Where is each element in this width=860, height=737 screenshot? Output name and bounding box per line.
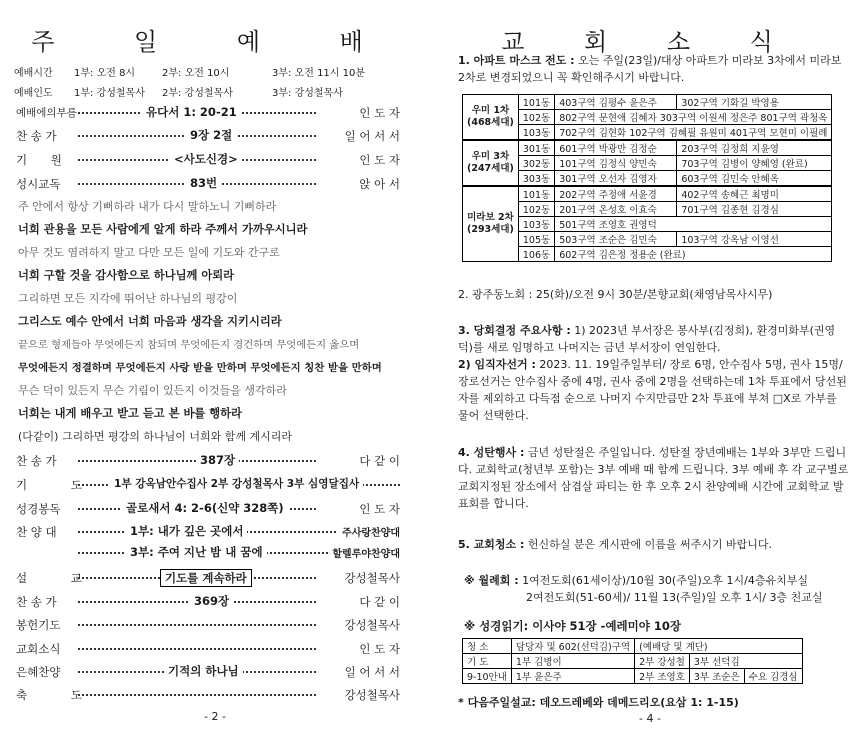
assign-cell: 703구역 김병이 양혜영 (완료) (677, 156, 832, 171)
notice-2: 2. 광주동노회 : 25(화)/오전 9시 30분/본향교회(채영남목사시무) (458, 288, 773, 301)
table-row (463, 95, 832, 110)
table-row (463, 654, 803, 669)
assign-cell: 501구역 조영호 권영덕 (555, 217, 832, 232)
table-row (463, 639, 803, 654)
page-number: - 2 - (204, 710, 226, 723)
row-who: 다 같 이 (355, 594, 400, 610)
table-row (463, 247, 832, 262)
assign-cell: 103구역 강옥남 이영선 (677, 232, 832, 247)
order-row (14, 687, 400, 705)
table-row (463, 125, 832, 141)
order-row (14, 128, 400, 146)
assign-cell: 802구역 문현애 김혜자 303구역 이원세 정은주 801구역 곽청옥 (555, 110, 832, 125)
dong-cell: 302동 (518, 156, 554, 171)
group-count: (468세대) (467, 117, 514, 128)
row-who: 인 도 자 (355, 105, 400, 121)
verse-line: 무엇에든지 정결하며 무엇에든지 사랑 받을 만하며 무엇에든지 칭찬 받을 만하며 (18, 362, 382, 374)
row-value: 골로새서 4: 2-6(신약 328쪽) (122, 500, 288, 516)
time-3: 3부: 오전 11시 10분 (272, 68, 366, 79)
assign-cell: 603구역 김민숙 안혜옥 (677, 171, 832, 187)
duty-cell: 3부 선덕김 (689, 654, 802, 669)
row-who: 일 어 서 서 (341, 664, 400, 680)
order-row (14, 664, 400, 682)
row-value: <사도신경> (170, 151, 242, 167)
assign-cell: 503구역 조순은 김민숙 (555, 232, 677, 247)
notice-3a (458, 322, 850, 356)
row-who: 일 어 서 서 (341, 128, 400, 144)
verse-line: 그리하면 모든 지각에 뛰어난 하나님의 평강이 (18, 292, 238, 305)
duty-cell: (예배당 및 계단) (635, 639, 802, 654)
notice-3a-title: 3. 당회결정 주요사항 : (458, 324, 571, 337)
duty-label: 기 도 (463, 654, 512, 669)
row-value: 83번 (186, 175, 221, 191)
row-value: 9장 2절 (186, 127, 236, 143)
row-who: 강성철목사 (340, 687, 400, 703)
mask-evangelism-table (462, 94, 832, 262)
notice-1-text: 오는 주일(23일)/대상 아파트가 미라보 3차에서 미라보 2차로 변경되었으니 꼭 확인해주시기 바랍니다. (458, 54, 842, 84)
notice-4-text: 금년 성탄절은 주일입니다. 성탄절 장년예배는 1부와 3부만 드립니다. 교회학교(청년부 포함)는 3부 예배 때 함께 드립니다. 3부 예배 후 각 교구별로 교회지정된 장소에서 삼겹살 파티는 한 후 오후 2시 찬양예배 시간에 교회학교 발표회를 합니다. (458, 446, 849, 510)
assign-cell: 601구역 박광만 김정순 (555, 140, 677, 156)
row-who: 강성철목사 (340, 570, 400, 586)
assign-cell: 602구역 김은정 정용순 (완료) (555, 247, 832, 262)
monthly-meeting-line: 2여전도회(51-60세)/ 11월 13(주일)일 오후 1시/ 3층 친교실 (526, 591, 823, 604)
assign-cell: 101구역 김정식 양민숙 (555, 156, 677, 171)
news-title: 교 회 소 식 (501, 28, 799, 56)
verse-line: 너희 구할 것을 감사함으로 하나님께 아뢰라 (18, 269, 235, 282)
notice-5-text: 헌신하실 분은 게시판에 이름을 써주시기 바랍니다. (527, 538, 773, 551)
row-label: 성경봉독 (16, 502, 61, 516)
group-name: 우미 3차 (471, 151, 510, 162)
group-count: (247세대) (467, 163, 514, 174)
assign-cell: 201구역 온성호 이효숙 (555, 202, 677, 217)
bible-reading: ※ 성경읽기: 이사야 51장 -예레미야 10장 (464, 619, 681, 633)
notice-4-title: 4. 성탄행사 : (458, 446, 525, 459)
dong-cell: 103동 (518, 125, 554, 141)
monthly-meeting-line: 1여전도회(61세이상)/10월 30(주일)오후 1시/4층유치부실 (522, 574, 808, 587)
order-row (14, 545, 400, 563)
order-row (14, 524, 400, 542)
table-row (463, 140, 832, 156)
row-who: 주사랑찬양대 (338, 524, 400, 539)
row-label: 봉헌기도 (16, 618, 61, 632)
assign-cell: 301구역 오선자 김영자 (555, 171, 677, 187)
row-value: 기적의 하나님 (164, 663, 243, 679)
worship-title: 주 일 예 배 (31, 28, 399, 56)
table-row (463, 156, 832, 171)
order-row (14, 570, 400, 588)
row-value: 1부 강옥남안수집사 2부 강성철목사 3부 심영달집사 (110, 476, 363, 491)
row-who: 강성철목사 (340, 617, 400, 633)
notice-3a-text: 1) 2023년 부서장은 봉사부(김정희), 환경미화부(권영덕)를 새로 임명하고 나머지는 금년 부서장이 연임한다. (458, 324, 836, 354)
time-1: 1부: 오전 8시 (74, 68, 136, 79)
row-value: 기도를 계속하라 (160, 569, 252, 587)
duty-cell: 3부 조순은 (689, 669, 744, 684)
order-row (14, 105, 400, 123)
row-who: 다 같 이 (355, 453, 400, 469)
table-row (463, 232, 832, 247)
dong-cell: 102동 (518, 202, 554, 217)
table-row (463, 669, 803, 684)
row-label: 교회소식 (16, 642, 61, 656)
row-who: 인 도 자 (355, 152, 400, 168)
monthly-meeting-title: ※ 월례회 : (464, 574, 519, 587)
leaders-label: 예배인도 (14, 88, 53, 99)
times-label: 예배시간 (14, 68, 53, 79)
row-value: 3부: 주여 지난 밤 내 꿈에 (126, 544, 267, 560)
row-who: 인 도 자 (355, 501, 400, 517)
order-row (14, 453, 400, 471)
row-label: 찬 송 가 (16, 129, 57, 143)
dong-cell: 101동 (518, 95, 554, 110)
row-who: 앉 아 서 (355, 176, 400, 192)
leader-3: 3부: 강성철목사 (272, 88, 343, 99)
row-label: 축 도 (16, 688, 102, 702)
table-row (463, 202, 832, 217)
dong-cell: 106동 (518, 247, 554, 262)
notice-5-title: 5. 교회청소 : (458, 538, 525, 551)
leader-2: 2부: 강성철목사 (162, 88, 233, 99)
notice-1-title: 1. 아파트 마스크 전도 : (458, 54, 575, 67)
leader-1: 1부: 강성철목사 (74, 88, 145, 99)
next-sermon: * 다음주일설교: 데오드레베와 데메드리오(요삼 1: 1-15) (458, 696, 739, 709)
row-value: 유다서 1: 20-21 (142, 104, 241, 120)
table-row (463, 171, 832, 187)
order-row (14, 501, 400, 519)
notice-3b (458, 356, 850, 424)
row-label: 기 원 (16, 153, 72, 167)
verse-line: 끝으로 형제들아 무엇에든지 참되며 무엇에든지 경건하며 무엇에든지 옳으며 (18, 339, 360, 351)
order-row (14, 176, 400, 194)
duty-cell: 1부 윤은주 (511, 669, 634, 684)
order-row (14, 641, 400, 659)
table-row (463, 217, 832, 232)
dong-cell: 301동 (518, 140, 554, 156)
dong-cell: 303동 (518, 171, 554, 187)
duty-cell: 1부 김병이 (511, 654, 634, 669)
order-row (14, 594, 400, 612)
duty-label: 9-10안내 (463, 669, 512, 684)
monthly-meeting (464, 572, 856, 606)
duty-cell: 수요 김경심 (744, 669, 802, 684)
table-row (463, 110, 832, 125)
row-who: 인 도 자 (355, 641, 400, 657)
row-value: 369장 (190, 593, 233, 609)
assign-cell: 702구역 김현화 102구역 김혜필 유원미 401구역 모현미 이필례 (555, 125, 832, 141)
duty-table (462, 638, 803, 684)
verse-line: 그리스도 예수 안에서 너희 마음과 생각을 지키시리라 (18, 315, 282, 328)
row-value: 387장 (196, 452, 239, 468)
duty-cell: 2부 조영호 (635, 669, 690, 684)
row-label: 기 도 (16, 478, 102, 492)
notice-5 (458, 536, 850, 553)
row-label: 찬 송 가 (16, 595, 57, 609)
verse-line: (다같이) 그리하면 평강의 하나님이 너희와 함께 계시리라 (18, 430, 292, 443)
row-label: 은혜찬양 (16, 665, 61, 679)
notice-3b-text: 2023. 11. 19일주일부터/ 장로 6명, 안수집사 5명, 권사 15명/장로선거는 안수집사 중에 4명, 권사 중에 2명을 선택하는데 1차 투표에서 당선된 자를 제외하고 다득점 순으로 나머지 수지만큼만 2차 투표에 부쳐 □X로 가부를 물어 선택한다. (458, 358, 847, 422)
dong-cell: 105동 (518, 232, 554, 247)
right-page (440, 0, 860, 737)
verse-line: 아무 것도 염려하지 말고 다만 모든 일에 기도와 간구로 (18, 246, 280, 259)
row-label: 성시교독 (16, 177, 61, 191)
notice-1 (458, 52, 850, 86)
order-row (14, 477, 400, 495)
row-value: 1부: 내가 깊은 곳에서 (126, 523, 247, 539)
page-number: - 4 - (639, 712, 661, 725)
group-name: 우미 1차 (471, 105, 510, 116)
dong-cell: 103동 (518, 217, 554, 232)
assign-cell: 402구역 송혜근 최명미 (677, 186, 832, 202)
assign-cell: 203구역 김정희 지윤영 (677, 140, 832, 156)
duty-label: 청 소 (463, 639, 512, 654)
assign-cell: 202구역 주정애 서윤경 (555, 186, 677, 202)
row-label: 설 교 (16, 571, 102, 585)
assign-cell: 403구역 김평수 윤은주 (555, 95, 677, 110)
order-row (14, 617, 400, 635)
duty-cell: 담당자 및 602(선덕김)구역 (511, 639, 634, 654)
row-label: 예배에의부름 (16, 107, 77, 119)
dong-cell: 101동 (518, 186, 554, 202)
notice-3b-title: 2) 임직자선거 : (458, 358, 536, 371)
time-2: 2부: 오전 10시 (162, 68, 230, 79)
verse-line: 너희 관용을 모든 사람에게 알게 하라 주께서 가까우시니라 (18, 223, 308, 236)
group-count: (293세대) (467, 224, 514, 235)
duty-cell: 2부 강성철 (635, 654, 690, 669)
verse-line: 주 안에서 항상 기뻐하라 내가 다시 말하노니 기뻐하라 (18, 200, 277, 213)
table-row (463, 186, 832, 202)
row-who: 할렐루야찬양대 (328, 545, 400, 560)
verse-line: 무슨 덕이 있든지 무슨 기림이 있든지 이것들을 생각하라 (18, 384, 287, 397)
group-name: 미라보 2차 (467, 212, 514, 223)
assign-cell: 302구역 기화길 박영용 (677, 95, 832, 110)
order-row (14, 152, 400, 170)
dong-cell: 102동 (518, 110, 554, 125)
notice-4 (458, 444, 850, 512)
assign-cell: 701구역 김종현 김경심 (677, 202, 832, 217)
row-label: 찬 양 대 (16, 525, 57, 539)
verse-line: 너희는 내게 배우고 받고 듣고 본 바를 행하라 (18, 407, 242, 420)
row-label: 찬 송 가 (16, 454, 57, 468)
